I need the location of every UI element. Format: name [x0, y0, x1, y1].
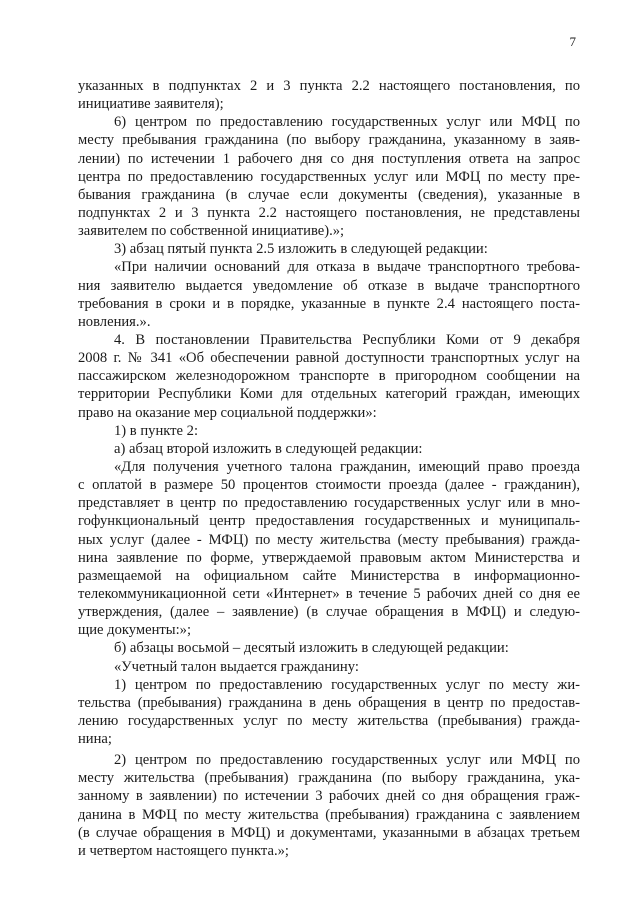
text-line: месту жительства (пребывания) гражданина (по выбору гражданина, ука- — [78, 770, 580, 787]
text-line: указанных в подпунктах 2 и 3 пункта 2.2 настоящего постановления, по — [78, 78, 580, 94]
text-line: с оплатой в размере 50 процентов стоимости проезда (далее - гражданин), — [78, 477, 580, 494]
text-line: 3) абзац пятый пункта 2.5 изложить в следующей редакции: — [114, 241, 488, 258]
text-line: а) абзац второй изложить в следующей редакции: — [114, 440, 423, 457]
text-line: ных услуг (далее - МФЦ) по месту жительства (месту пребывания) гражда- — [78, 531, 580, 548]
text-line: 1) в пункте 2: — [114, 422, 199, 439]
text-line: месту пребывания гражданина (по выбору гражданина, указанному в заяв- — [78, 132, 580, 149]
text-line: тельства (пребывания) гражданина в день обращения в центр по предостав- — [78, 694, 580, 711]
text-line: «Учетный талон выдается гражданину: — [114, 658, 359, 675]
text-line: (в случае обращения в МФЦ) и документами, указанными в абзацах третьем — [78, 824, 580, 841]
text-line: нина заявление по форме, утверждаемой правовым актом Министерства и — [78, 549, 580, 566]
text-line: размещаемой на официальном сайте Министерства в информационно- — [78, 567, 580, 584]
text-line: нина; — [78, 731, 112, 748]
text-line: 2) центром по предоставлению государственных услуг или МФЦ по — [114, 752, 580, 769]
text-line: инициативе заявителя); — [78, 96, 224, 113]
text-line: телекоммуникационной сети «Интернет» в течение 5 рабочих дней со дня ее — [78, 585, 580, 602]
page-number: 7 — [569, 34, 576, 49]
text-line: б) абзацы восьмой – десятый изложить в следующей редакции: — [114, 640, 509, 657]
text-line: 6) центром по предоставлению государственных услуг или МФЦ по — [114, 114, 580, 131]
text-line: ния заявителю выдается уведомление об отказе в выдаче транспортного — [78, 277, 580, 294]
text-line: заявителем по собственной инициативе).»; — [78, 223, 345, 240]
text-line: 2008 г. № 341 «Об обеспечении равной доступности транспортных услуг на — [78, 350, 580, 367]
text-line: «При наличии оснований для отказа в выдаче транспортного требова- — [114, 259, 580, 276]
text-line: щие документы:»; — [78, 622, 191, 639]
text-line: данина в МФЦ по месту жительства (пребывания) гражданина с заявлением — [78, 806, 580, 823]
text-line: занному в заявлении) по истечении 3 рабочих дней со дня обращения граж- — [78, 788, 580, 805]
text-line: лению государственных услуг по месту жительства (пребывания) гражда- — [78, 712, 580, 729]
text-line: и четвертом настоящего пункта.»; — [78, 842, 289, 859]
text-line: новления.». — [78, 313, 151, 330]
text-line: бывания гражданина (в случае если документы (сведения), указанные в — [78, 186, 580, 203]
text-line: представляет в центр по предоставлению государственных услуг или в мно- — [78, 495, 580, 512]
document-body — [78, 77, 580, 860]
text-line: лении) по истечении 1 рабочего дня со дня поступления ответа на запрос — [78, 150, 580, 167]
text-line: 4. В постановлении Правительства Республики Коми от 9 декабря — [114, 331, 580, 348]
text-line: право на оказание мер социальной поддержки»: — [78, 404, 377, 421]
text-line: пассажирском железнодорожном транспорте в пригородном сообщении на — [78, 368, 580, 385]
text-line: территории Республики Коми для отдельных категорий граждан, имеющих — [78, 386, 580, 403]
text-line: «Для получения учетного талона гражданин, имеющий право проезда — [114, 458, 580, 475]
text-line: подпунктах 2 и 3 пункта 2.2 настоящего постановления, не представлены — [78, 204, 580, 221]
text-line: 1) центром по предоставлению государственных услуг по месту жи- — [114, 676, 580, 693]
text-line: утверждения, (далее – заявление) (в случае обращения в МФЦ) и следую- — [78, 604, 580, 621]
text-line: центра по предоставлению государственных услуг или МФЦ по месту пре- — [78, 168, 580, 185]
text-line: требования в сроки и в порядке, указанные в пункте 2.4 настоящего поста- — [78, 295, 580, 312]
text-line: гофункциональный центр предоставления государственных и муниципаль- — [78, 513, 580, 530]
